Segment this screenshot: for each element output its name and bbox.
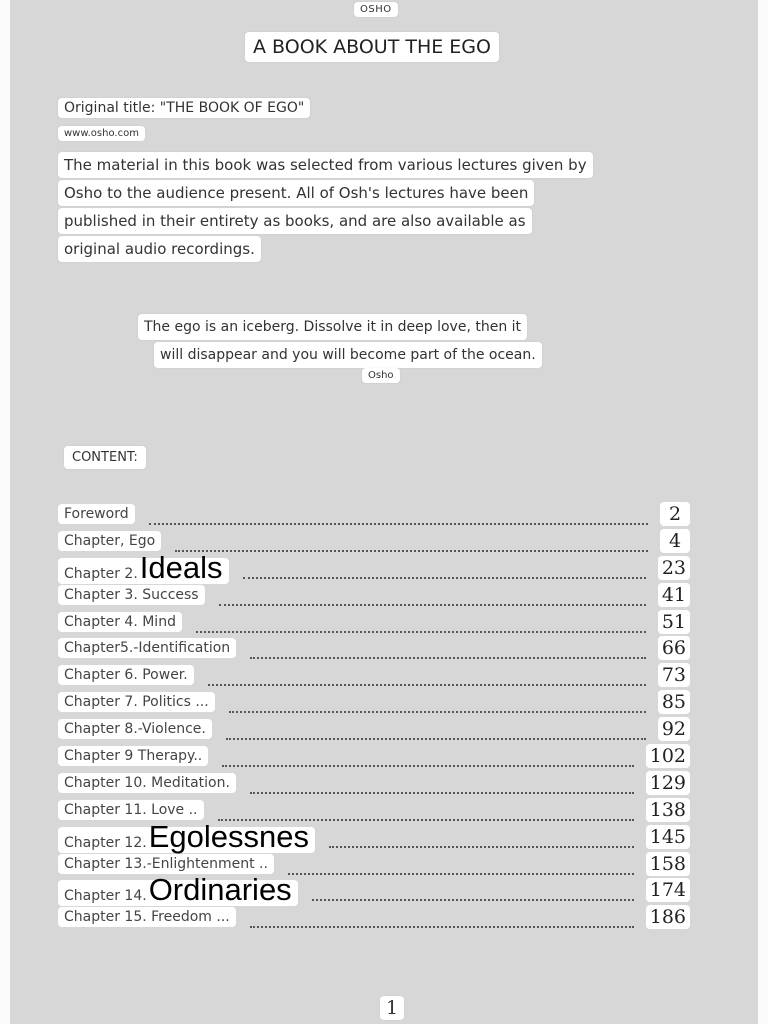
toc-chapter-text: Chapter 15. Freedom ... [64, 909, 230, 926]
toc-page-number: 4 [660, 529, 690, 553]
quote-author: Osho [362, 368, 400, 383]
toc-chapter-label [58, 531, 161, 551]
toc-chapter-label [58, 773, 236, 793]
toc-chapter-text: Chapter 14. [64, 888, 147, 905]
intro-paragraph [58, 152, 718, 264]
toc-row[interactable] [58, 549, 698, 585]
toc-row[interactable] [58, 636, 698, 663]
quote-line: will disappear and you will become part of the ocean. [154, 342, 542, 368]
toc-chapter-label [58, 549, 229, 585]
toc-row[interactable] [58, 583, 698, 610]
toc-chapter-text: Chapter 10. Meditation. [64, 774, 230, 791]
toc-chapter-text: Foreword [64, 506, 129, 522]
toc-dot-leader [250, 780, 634, 794]
toc-chapter-text: Chapter 2. [64, 565, 138, 582]
toc-chapter-text: Chapter 6. Power. [64, 667, 188, 684]
toc-dot-leader [196, 619, 646, 633]
toc-chapter-label [58, 872, 298, 908]
toc-chapter-overlay-text: Ordinaries [148, 872, 292, 908]
toc-page-number: 186 [646, 905, 690, 929]
toc-chapter-text: Chapter5.-Identification [64, 640, 231, 657]
toc-row[interactable] [58, 771, 698, 798]
toc-page-number: 138 [646, 798, 690, 822]
toc-chapter-label [58, 800, 204, 820]
toc-dot-leader [226, 726, 646, 740]
toc-dot-leader [229, 699, 646, 713]
toc-chapter-text: Chapter 8.-Violence. [64, 721, 206, 738]
toc-page-number: 73 [658, 663, 690, 687]
toc-chapter-overlay-text: Egolessnes [148, 818, 309, 854]
book-title: A BOOK ABOUT THE EGO [245, 32, 499, 62]
toc-chapter-label [58, 692, 215, 712]
toc-chapter-overlay-text: Ideals [139, 549, 223, 585]
contents-heading: CONTENT: [64, 446, 146, 469]
toc-chapter-label [58, 665, 194, 685]
toc-dot-leader [208, 672, 646, 686]
toc-chapter-text: Chapter 12. [64, 834, 147, 851]
toc-chapter-text: Chapter 9 Therapy.. [64, 748, 203, 765]
toc-chapter-text: Chapter 4. Mind [64, 613, 176, 630]
toc-chapter-label [58, 504, 135, 524]
author-header: OSHO [354, 2, 398, 17]
intro-line: The material in this book was selected from various lectures given by [58, 152, 593, 178]
original-title: Original title: "THE BOOK OF EGO" [58, 98, 310, 118]
toc-chapter-label [58, 907, 236, 927]
toc-chapter-label [58, 818, 315, 854]
toc-chapter-text: Chapter, Ego [64, 532, 156, 549]
toc-chapter-label [58, 612, 182, 632]
toc-chapter-label [58, 746, 208, 766]
toc-page-number: 41 [658, 583, 690, 607]
toc-page-number: 129 [646, 771, 690, 795]
table-of-contents [58, 502, 698, 932]
toc-chapter-text: Chapter 11. Love .. [64, 801, 198, 818]
toc-dot-leader [288, 861, 634, 875]
toc-page-number: 158 [646, 852, 690, 876]
toc-row[interactable] [58, 690, 698, 717]
toc-page-number: 92 [658, 717, 690, 741]
toc-chapter-label [58, 719, 212, 739]
toc-dot-leader [250, 914, 634, 928]
toc-row[interactable] [58, 744, 698, 771]
epigraph-quote [138, 314, 618, 370]
website-link[interactable]: www.osho.com [58, 126, 145, 141]
toc-row[interactable] [58, 717, 698, 744]
toc-chapter-label [58, 854, 274, 874]
intro-line: published in their entirety as books, and are also available as [58, 208, 532, 234]
toc-dot-leader [175, 538, 648, 552]
toc-page-number: 145 [646, 825, 690, 849]
toc-dot-leader [243, 565, 646, 579]
toc-chapter-text: Chapter 13.-Enlightenment .. [64, 855, 268, 872]
toc-row[interactable] [58, 905, 698, 932]
toc-chapter-label [58, 585, 205, 605]
quote-line: The ego is an iceberg. Dissolve it in deep love, then it [138, 314, 527, 340]
toc-page-number: 66 [658, 636, 690, 660]
toc-chapter-text: Chapter 7. Politics ... [64, 694, 209, 711]
toc-page-number: 174 [646, 878, 690, 902]
toc-chapter-text: Chapter 3. Success [64, 586, 199, 603]
toc-page-number: 23 [658, 556, 690, 580]
toc-chapter-label [58, 638, 236, 658]
toc-dot-leader [250, 645, 646, 659]
toc-row[interactable] [58, 663, 698, 690]
toc-dot-leader [312, 887, 634, 901]
toc-page-number: 102 [646, 744, 690, 768]
toc-page-number: 85 [658, 690, 690, 714]
toc-row[interactable] [58, 872, 698, 908]
toc-row[interactable] [58, 610, 698, 637]
toc-page-number: 2 [660, 502, 690, 526]
page-number: 1 [380, 996, 404, 1020]
toc-dot-leader [329, 834, 634, 848]
toc-row[interactable] [58, 502, 698, 529]
book-page [10, 0, 758, 1024]
toc-page-number: 51 [658, 610, 690, 634]
toc-row[interactable] [58, 818, 698, 854]
toc-dot-leader [149, 511, 648, 525]
toc-dot-leader [219, 592, 646, 606]
toc-dot-leader [222, 753, 634, 767]
intro-line: Osho to the audience present. All of Osh's lectures have been [58, 180, 534, 206]
intro-line: original audio recordings. [58, 236, 261, 262]
